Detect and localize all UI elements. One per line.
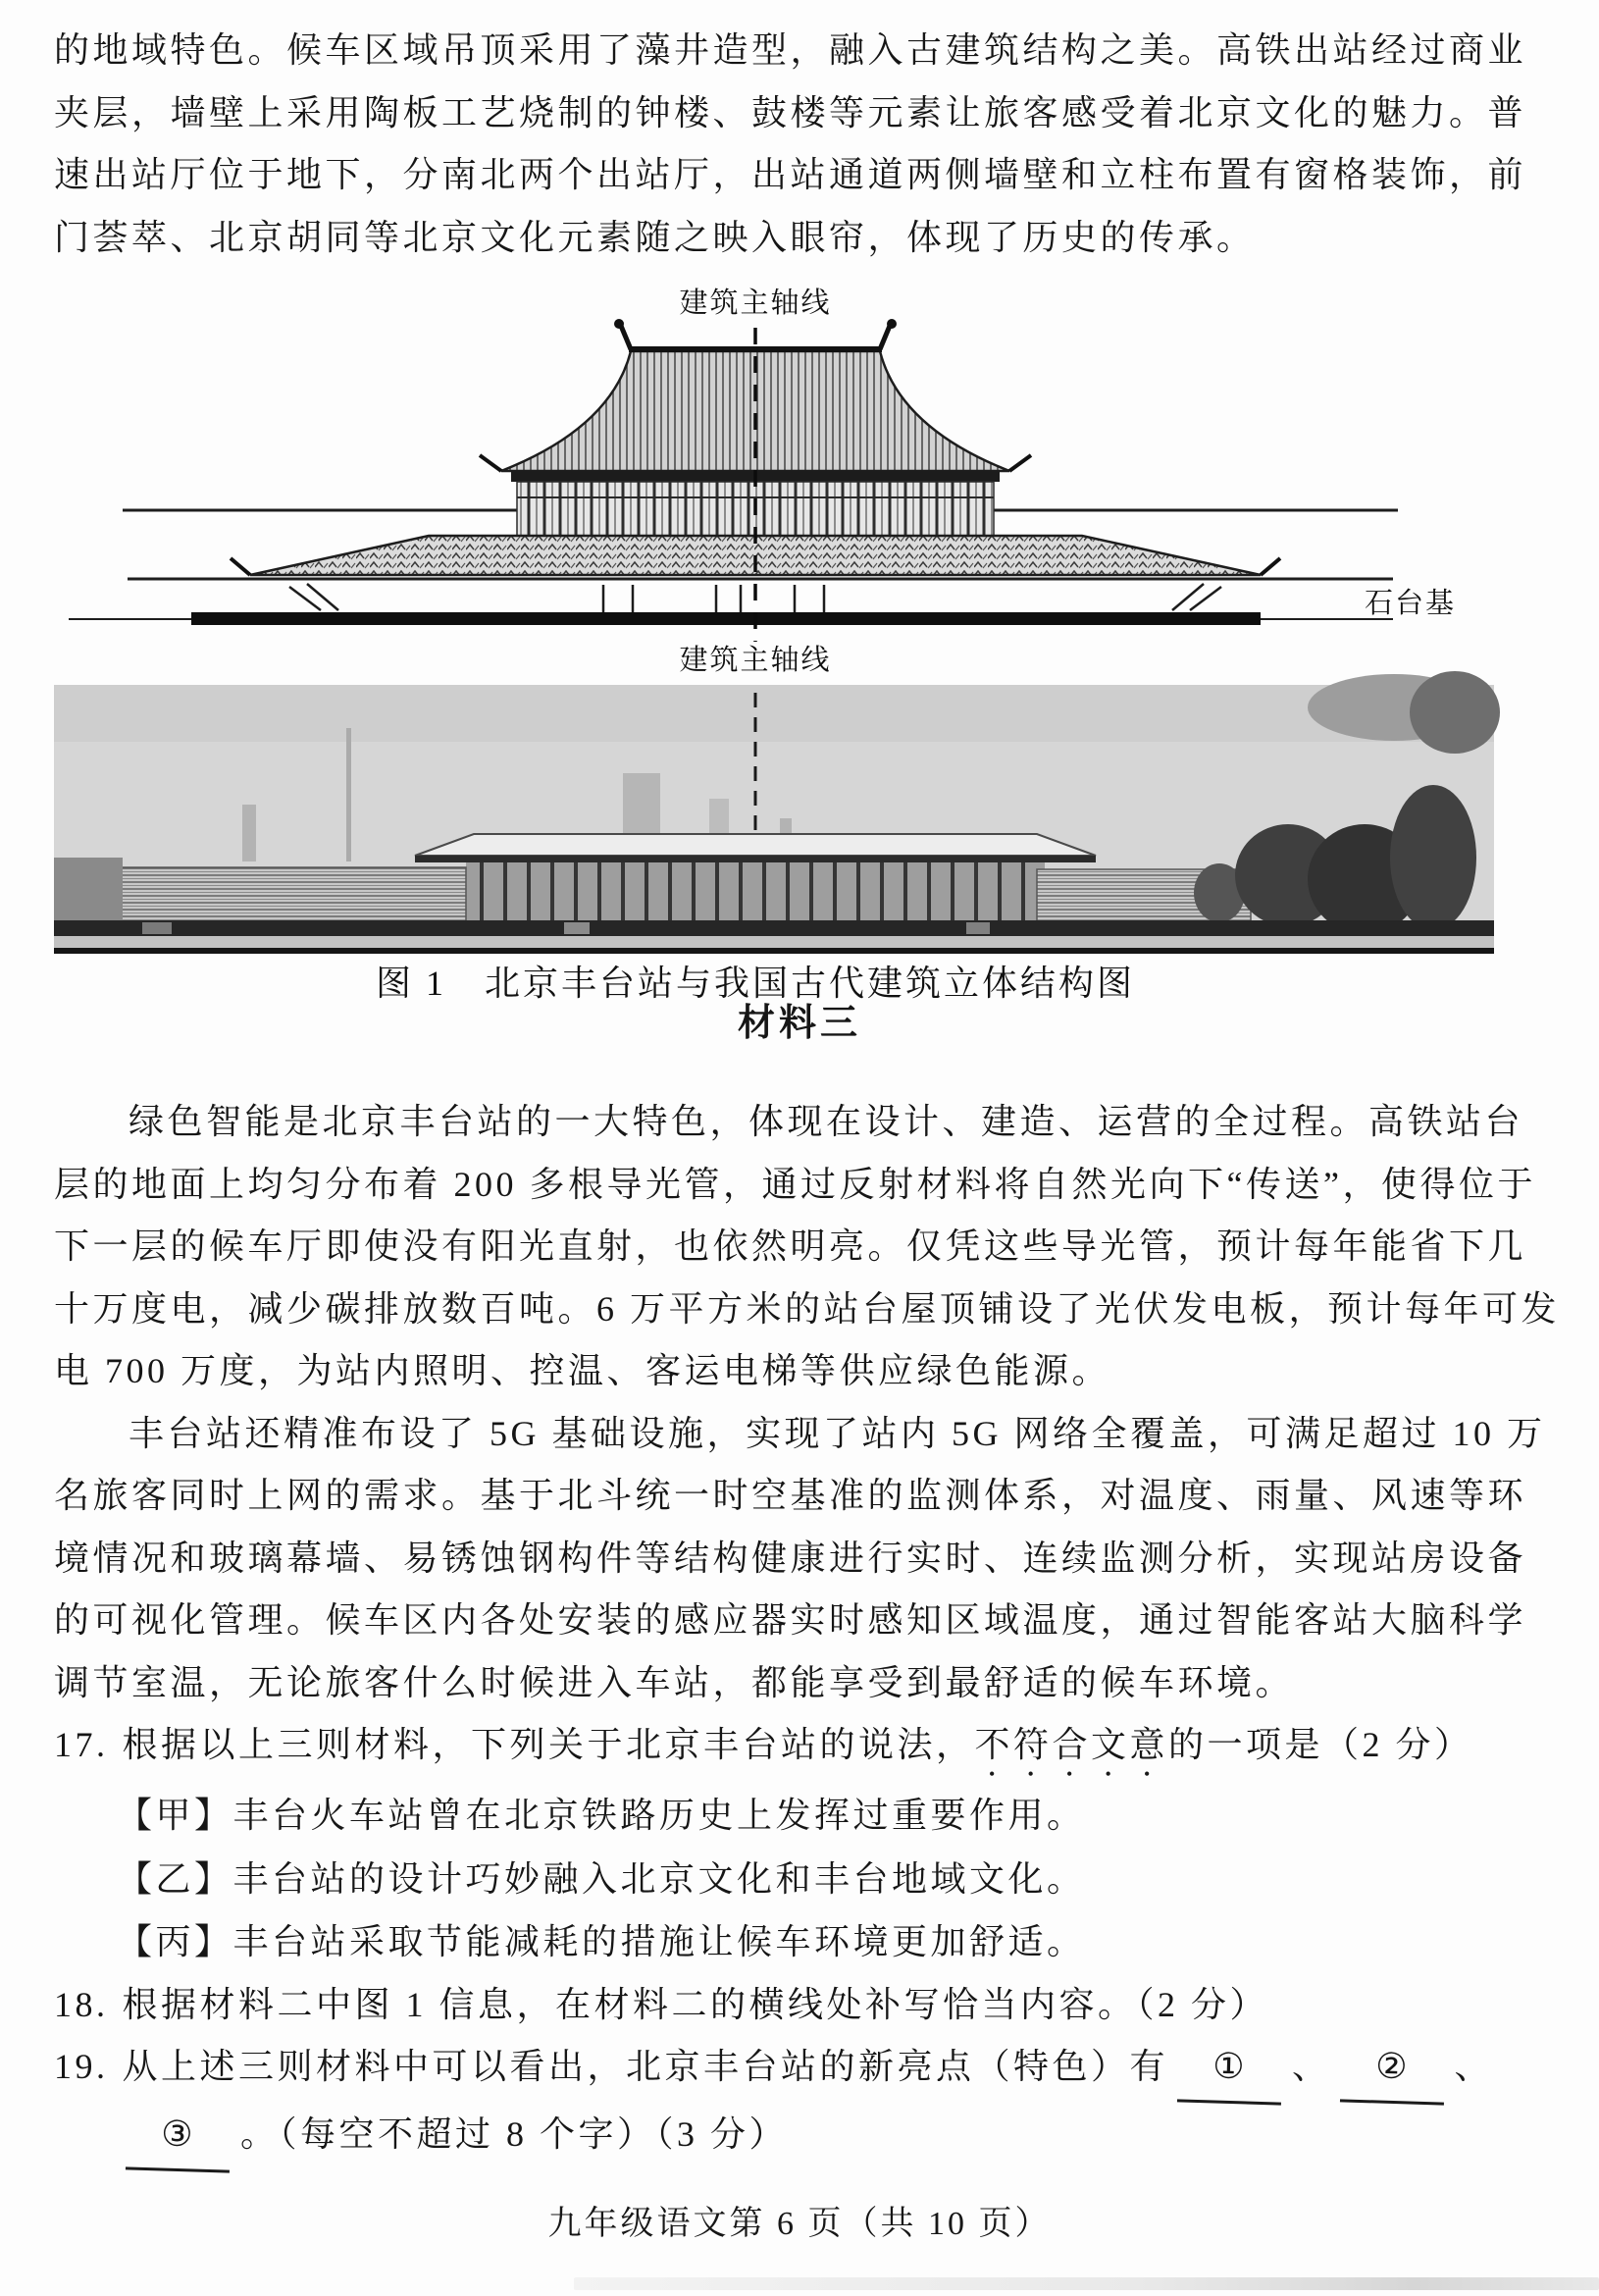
question-number: 17. [54,1725,109,1764]
option-text: 丰台站采取节能减耗的措施让候车环境更加舒适。 [232,1922,1086,1961]
enumeration-comma: 、 [1454,2047,1494,2086]
enumeration-comma: 、 [1292,2047,1331,2086]
question-text [123,1714,1473,1784]
question-number: 18. [54,1984,109,2024]
answer-blank-1: ① [1177,2034,1283,2105]
opening-line: 门荟萃、北京胡同等北京文化元素随之映入眼帘，体现了历史的传承。 [54,217,1256,257]
body-line: 绿色智能是北京丰台站的一大特色，体现在设计、建造、运营的全过程。高铁站台 [129,1102,1524,1141]
option-tag: 【甲】 [117,1796,233,1835]
station-photo [54,671,1500,954]
q17-prefix: 根据以上三则材料，下列关于北京丰台站的说法， [122,1725,975,1764]
body-line: 下一层的候车厅即使没有阳光直射，也依然明亮。仅凭这些导光管，预计每年能省下几 [54,1226,1527,1266]
question-17 [54,1714,1545,1784]
body-line: 境情况和玻璃幕墙、易锈蚀钢构件等结构健康进行实时、连续监测分析，实现站房设备 [54,1538,1527,1578]
axis-label-bottom: 建筑主轴线 [679,645,832,676]
answer-blank-3: ③ [126,2102,232,2172]
opening-line: 夹层，墙壁上采用陶板工艺烧制的钟楼、鼓楼等元素让旅客感受着北京文化的魅力。普 [54,92,1527,132]
body-line: 十万度电，减少碳排放数百吨。6 万平方米的站台屋顶铺设了光伏发电板，预计每年可发 [54,1288,1561,1329]
q19-suffix: 。（每空不超过 8 个字）（3 分） [240,2113,789,2154]
question-text: 根据材料二中图 1 信息，在材料二的横线处补写恰当内容。（2 分） [122,1984,1269,2024]
body-line: 调节室温，无论旅客什么时候进入车站，都能享受到最舒适的候车环境。 [54,1662,1295,1702]
question-text [123,2036,1494,2104]
q17-suffix: 的一项是（2 分） [1168,1725,1473,1764]
option-text: 丰台火车站曾在北京铁路历史上发挥过重要作用。 [232,1796,1086,1835]
material3-heading: 材料三 [737,1003,861,1044]
question-19 [54,2036,1545,2104]
option-yi [54,1848,1545,1911]
question-19-continued [54,2104,1545,2171]
option-jia [54,1784,1545,1848]
body-line: 电 700 万度，为站内照明、控温、客运电梯等供应绿色能源。 [54,1351,1111,1390]
material3-body [54,1091,1561,1714]
opening-line: 的地域特色。候车区域吊顶采用了藻井造型，融入古建筑结构之美。高铁出站经过商业 [54,30,1527,70]
answer-blank-2: ② [1339,2034,1445,2105]
q17-emphasized-phrase: 不符合文意 [974,1725,1169,1764]
option-tag: 【丙】 [117,1922,233,1961]
question-18 [54,1974,1545,2037]
opening-line: 速出站厅位于地下，分南北两个出站厅，出站通道两侧墙壁和立柱布置有窗格装饰，前 [54,155,1527,194]
figure-illustration [54,269,1545,995]
q19-prefix: 从上述三则材料中可以看出，北京丰台站的新亮点（特色）有 [122,2047,1169,2086]
figure-caption: 图 1 北京丰台站与我国古代建筑立体结构图 [375,964,1136,1003]
figure-1 [54,269,1545,1003]
page-footer: 九年级语文第 6 页（共 10 页） [547,2206,1052,2242]
option-bing [54,1910,1545,1974]
axis-label-top: 建筑主轴线 [679,287,832,319]
option-tag: 【乙】 [117,1858,233,1899]
ancient-building-drawing [69,319,1398,642]
stone-base-label: 石台基 [1365,588,1457,619]
option-text: 丰台站的设计巧妙融入北京文化和丰台地域文化。 [232,1858,1086,1899]
body-line: 的可视化管理。候车区内各处安装的感应器实时感知区域温度，通过智能客站大脑科学 [54,1600,1527,1640]
body-line: 丰台站还精准布设了 5G 基础设施，实现了站内 5G 网络全覆盖，可满足超过 10 万 [129,1413,1546,1453]
scan-artifact-bar [574,2277,1599,2290]
question-number: 19. [54,2047,109,2086]
body-line: 层的地面上均匀分布着 200 多根导光管，通过反射材料将自然光向下“传送”，使得位于 [54,1164,1536,1204]
body-line: 名旅客同时上网的需求。基于北斗统一时空基准的监测体系，对温度、雨量、风速等环 [54,1476,1527,1515]
